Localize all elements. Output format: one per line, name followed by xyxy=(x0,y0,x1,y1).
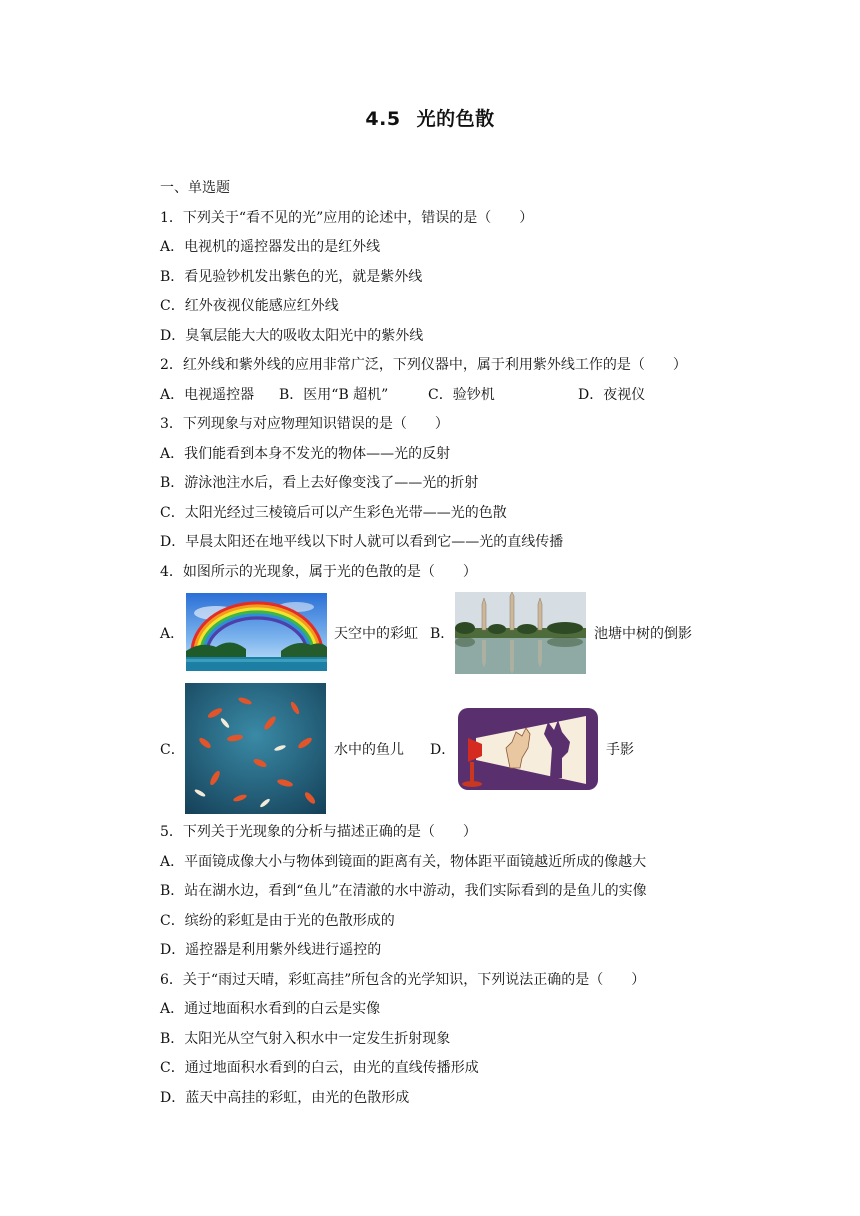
q4-option-c-letter: C． xyxy=(160,742,185,758)
q3-option-b: B．游泳池注水后，看上去好像变浅了——光的折射 xyxy=(160,475,479,491)
q2-options xyxy=(160,385,760,405)
q1-option-b: B．看见验钞机发出紫色的光，就是紫外线 xyxy=(160,269,423,285)
section-heading: 一、单选题 xyxy=(160,180,230,196)
q1-stem: 1．下列关于“看不见的光”应用的论述中，错误的是（ ） xyxy=(160,210,534,226)
tree-reflection-image xyxy=(455,592,586,674)
q2-option-b: B．医用“B 超机” xyxy=(279,387,389,403)
q4-option-a-caption: 天空中的彩虹 xyxy=(334,626,418,642)
q5-option-b: B．站在湖水边，看到“鱼儿”在清澈的水中游动，我们实际看到的是鱼儿的实像 xyxy=(160,883,647,899)
q4-option-c-caption: 水中的鱼儿 xyxy=(334,742,404,758)
q5-option-c: C．缤纷的彩虹是由于光的色散形成的 xyxy=(160,913,395,929)
q3-option-c: C．太阳光经过三棱镜后可以产生彩色光带——光的色散 xyxy=(160,505,507,521)
q6-option-a: A．通过地面积水看到的白云是实像 xyxy=(160,1001,381,1017)
q6-stem: 6．关于“雨过天晴，彩虹高挂”所包含的光学知识，下列说法正确的是（ ） xyxy=(160,972,646,988)
fish-in-water-image xyxy=(185,683,326,814)
q2-option-d: D．夜视仪 xyxy=(578,387,646,403)
q3-stem: 3．下列现象与对应物理知识错误的是（ ） xyxy=(160,416,449,432)
q4-option-d-caption: 手影 xyxy=(606,742,634,758)
title-number: 4.5 xyxy=(365,108,401,130)
page-title xyxy=(0,104,860,131)
q6-option-b: B．太阳光从空气射入积水中一定发生折射现象 xyxy=(160,1031,451,1047)
q3-option-a: A．我们能看到本身不发光的物体——光的反射 xyxy=(160,446,451,462)
q2-option-a: A．电视遥控器 xyxy=(160,387,255,403)
q1-option-a: A．电视机的遥控器发出的是红外线 xyxy=(160,239,381,255)
q5-stem: 5．下列关于光现象的分析与描述正确的是（ ） xyxy=(160,824,477,840)
q4-stem: 4．如图所示的光现象，属于光的色散的是（ ） xyxy=(160,564,477,580)
q4-option-b-letter: B． xyxy=(430,626,455,642)
title-text: 光的色散 xyxy=(416,108,495,130)
hand-shadow-image xyxy=(458,708,598,790)
q4-option-b-caption: 池塘中树的倒影 xyxy=(594,626,692,642)
q6-option-c: C．通过地面积水看到的白云，由光的直线传播形成 xyxy=(160,1060,479,1076)
q2-option-c: C．验钞机 xyxy=(428,387,495,403)
q5-option-d: D．遥控器是利用紫外线进行遥控的 xyxy=(160,942,382,958)
q4-option-a-letter: A． xyxy=(160,626,185,642)
q3-option-d: D．早晨太阳还在地平线以下时人就可以看到它——光的直线传播 xyxy=(160,534,564,550)
q5-option-a: A．平面镜成像大小与物体到镜面的距离有关，物体距平面镜越近所成的像越大 xyxy=(160,854,647,870)
rainbow-image xyxy=(186,593,327,671)
q1-option-d: D．臭氧层能大大的吸收太阳光中的紫外线 xyxy=(160,328,424,344)
q6-option-d: D．蓝天中高挂的彩虹，由光的色散形成 xyxy=(160,1090,410,1106)
q1-option-c: C．红外夜视仪能感应红外线 xyxy=(160,298,339,314)
q2-stem: 2．红外线和紫外线的应用非常广泛，下列仪器中，属于利用紫外线工作的是（ ） xyxy=(160,357,687,373)
q4-option-d-letter: D． xyxy=(430,742,456,758)
